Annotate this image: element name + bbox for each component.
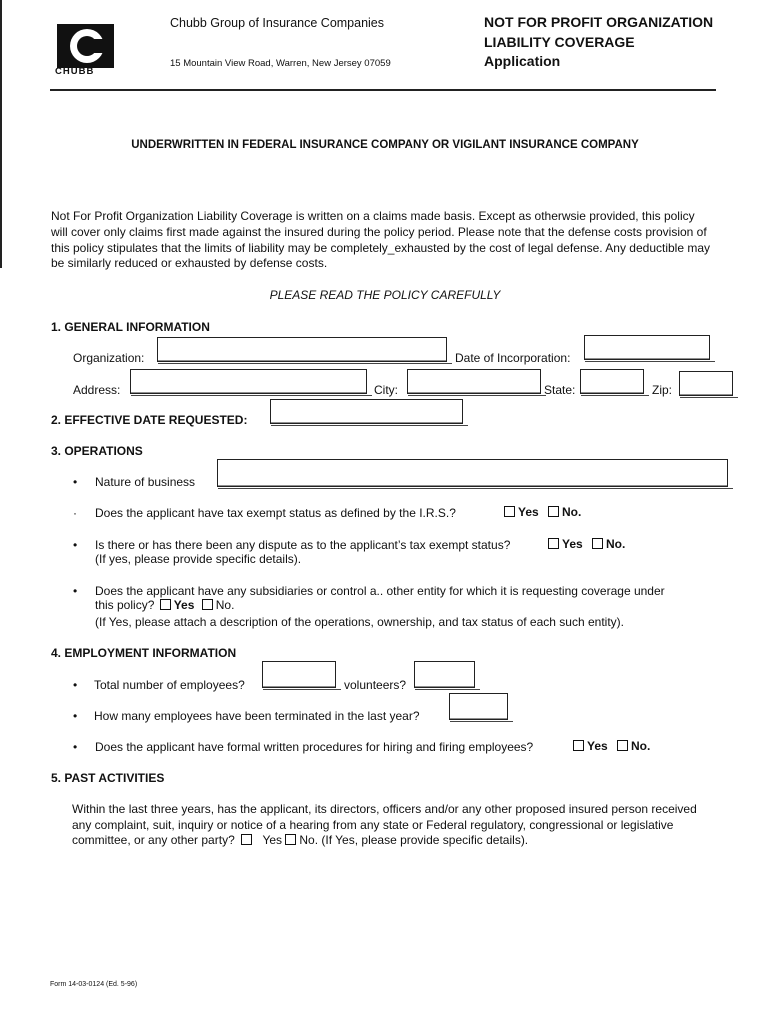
subsidiaries-question: Does the applicant have any subsidiaries or control a.. other entity for which it is requesting coverage under <box>95 584 665 598</box>
form-number: Form 14-03-0124 (Ed. 5-96) <box>50 981 138 988</box>
please-read-notice: PLEASE READ THE POLICY CAREFULLY <box>269 288 501 302</box>
bullet: • <box>73 538 78 552</box>
hiring-procedures-no-option[interactable]: No. <box>617 739 650 753</box>
tax-dispute-note: (If yes, please provide specific details). <box>95 552 302 566</box>
terminated-employees-input[interactable] <box>449 693 508 720</box>
bullet: • <box>73 740 78 754</box>
bullet: · <box>73 506 77 520</box>
checkbox-icon[interactable] <box>160 599 171 610</box>
bullet: • <box>73 475 78 489</box>
checkbox-icon[interactable] <box>548 538 559 549</box>
tax-dispute-question: Is there or has there been any dispute as to the applicant’s tax exempt status? <box>95 538 511 552</box>
subsidiaries-question-line-2: this policy? Yes No. <box>95 598 235 612</box>
form-title-line-3: Application <box>484 53 561 69</box>
section-general-heading: 1. GENERAL INFORMATION <box>51 320 210 334</box>
total-employees-input[interactable] <box>262 661 336 688</box>
tax-exempt-question: Does the applicant have tax exempt status as defined by the I.R.S.? <box>95 506 456 520</box>
zip-input[interactable] <box>679 371 733 396</box>
bullet: • <box>73 678 78 692</box>
tax-dispute-yes-option[interactable]: Yes <box>548 537 583 551</box>
zip-label: Zip: <box>652 383 673 397</box>
tax-dispute-no-option[interactable]: No. <box>592 537 625 551</box>
volunteers-label: volunteers? <box>344 678 407 692</box>
state-input[interactable] <box>580 369 644 394</box>
incorporation-date-input[interactable] <box>584 335 710 360</box>
section-effective-heading: 2. EFFECTIVE DATE REQUESTED: <box>51 413 248 427</box>
form-title-line-2: LIABILITY COVERAGE <box>484 34 635 50</box>
hiring-procedures-question: Does the applicant have formal written procedures for hiring and firing employees? <box>95 740 534 754</box>
organization-input[interactable] <box>157 337 447 362</box>
organization-label: Organization: <box>73 351 145 365</box>
checkbox-icon[interactable] <box>285 834 296 845</box>
intro-line: this policy stipulates that the limits of liability may be completely_exhausted by the cost of legal defense. Any deductible may <box>51 240 711 255</box>
logo-text: CHUBB <box>55 66 95 77</box>
checkbox-icon[interactable] <box>548 506 559 517</box>
header-divider <box>50 89 716 91</box>
nature-of-business-label: Nature of business <box>95 475 196 489</box>
address-input[interactable] <box>130 369 367 394</box>
past-activities-text: any complaint, suit, inquiry or notice of a hearing from any state or Federal regulatory, congressional or legislative <box>72 818 674 832</box>
checkbox-icon[interactable] <box>504 506 515 517</box>
checkbox-icon[interactable] <box>592 538 603 549</box>
subsidiaries-note: (If Yes, please attach a description of the operations, ownership, and tax status of each such entity). <box>95 615 624 629</box>
checkbox-icon[interactable] <box>573 740 584 751</box>
total-employees-label: Total number of employees? <box>94 678 245 692</box>
section-past-heading: 5. PAST ACTIVITIES <box>51 771 165 785</box>
hiring-procedures-yes-option[interactable]: Yes <box>573 739 608 753</box>
past-activities-text: Within the last three years, has the applicant, its directors, officers and/or any other proposed insured person received <box>72 802 697 816</box>
intro-line: Not For Profit Organization Liability Coverage is written on a claims made basis. Except as otherwsie provided, this policy <box>51 209 695 223</box>
intro-line: will cover only claims first made against the insured during the policy period. Please note that the defense costs provision of <box>51 224 707 239</box>
city-label: City: <box>374 383 398 397</box>
checkbox-icon[interactable] <box>202 599 213 610</box>
city-input[interactable] <box>407 369 541 394</box>
form-title-line-1: NOT FOR PROFIT ORGANIZATION <box>484 14 714 30</box>
incorporation-label: Date of Incorporation: <box>455 351 571 365</box>
underwriter-statement: UNDERWRITTEN IN FEDERAL INSURANCE COMPANY OR VIGILANT INSURANCE COMPANY <box>131 139 639 151</box>
company-name: Chubb Group of Insurance Companies <box>170 16 385 30</box>
bullet: • <box>73 709 78 723</box>
company-address: 15 Mountain View Road, Warren, New Jersey 07059 <box>170 58 391 69</box>
chubb-logo-icon <box>57 24 114 68</box>
nature-of-business-input[interactable] <box>217 459 728 487</box>
tax-exempt-no-option[interactable]: No. <box>548 505 581 519</box>
left-margin-rule <box>0 0 2 268</box>
address-label: Address: <box>73 383 121 397</box>
section-operations-heading: 3. OPERATIONS <box>51 444 143 458</box>
bullet: • <box>73 584 78 598</box>
checkbox-icon[interactable] <box>241 834 252 845</box>
volunteers-input[interactable] <box>414 661 475 688</box>
tax-exempt-yes-option[interactable]: Yes <box>504 505 539 519</box>
effective-date-input[interactable] <box>270 399 463 424</box>
section-employment-heading: 4. EMPLOYMENT INFORMATION <box>51 646 237 660</box>
intro-paragraph <box>51 209 741 272</box>
terminated-employees-label: How many employees have been terminated in the last year? <box>94 709 420 723</box>
checkbox-icon[interactable] <box>617 740 628 751</box>
state-label: State: <box>544 383 576 397</box>
past-activities-text-line-3: committee, or any other party? Yes No. (If Yes, please provide specific details). <box>72 833 529 847</box>
intro-line: be similarly reduced or exhausted by defense costs. <box>51 256 328 271</box>
